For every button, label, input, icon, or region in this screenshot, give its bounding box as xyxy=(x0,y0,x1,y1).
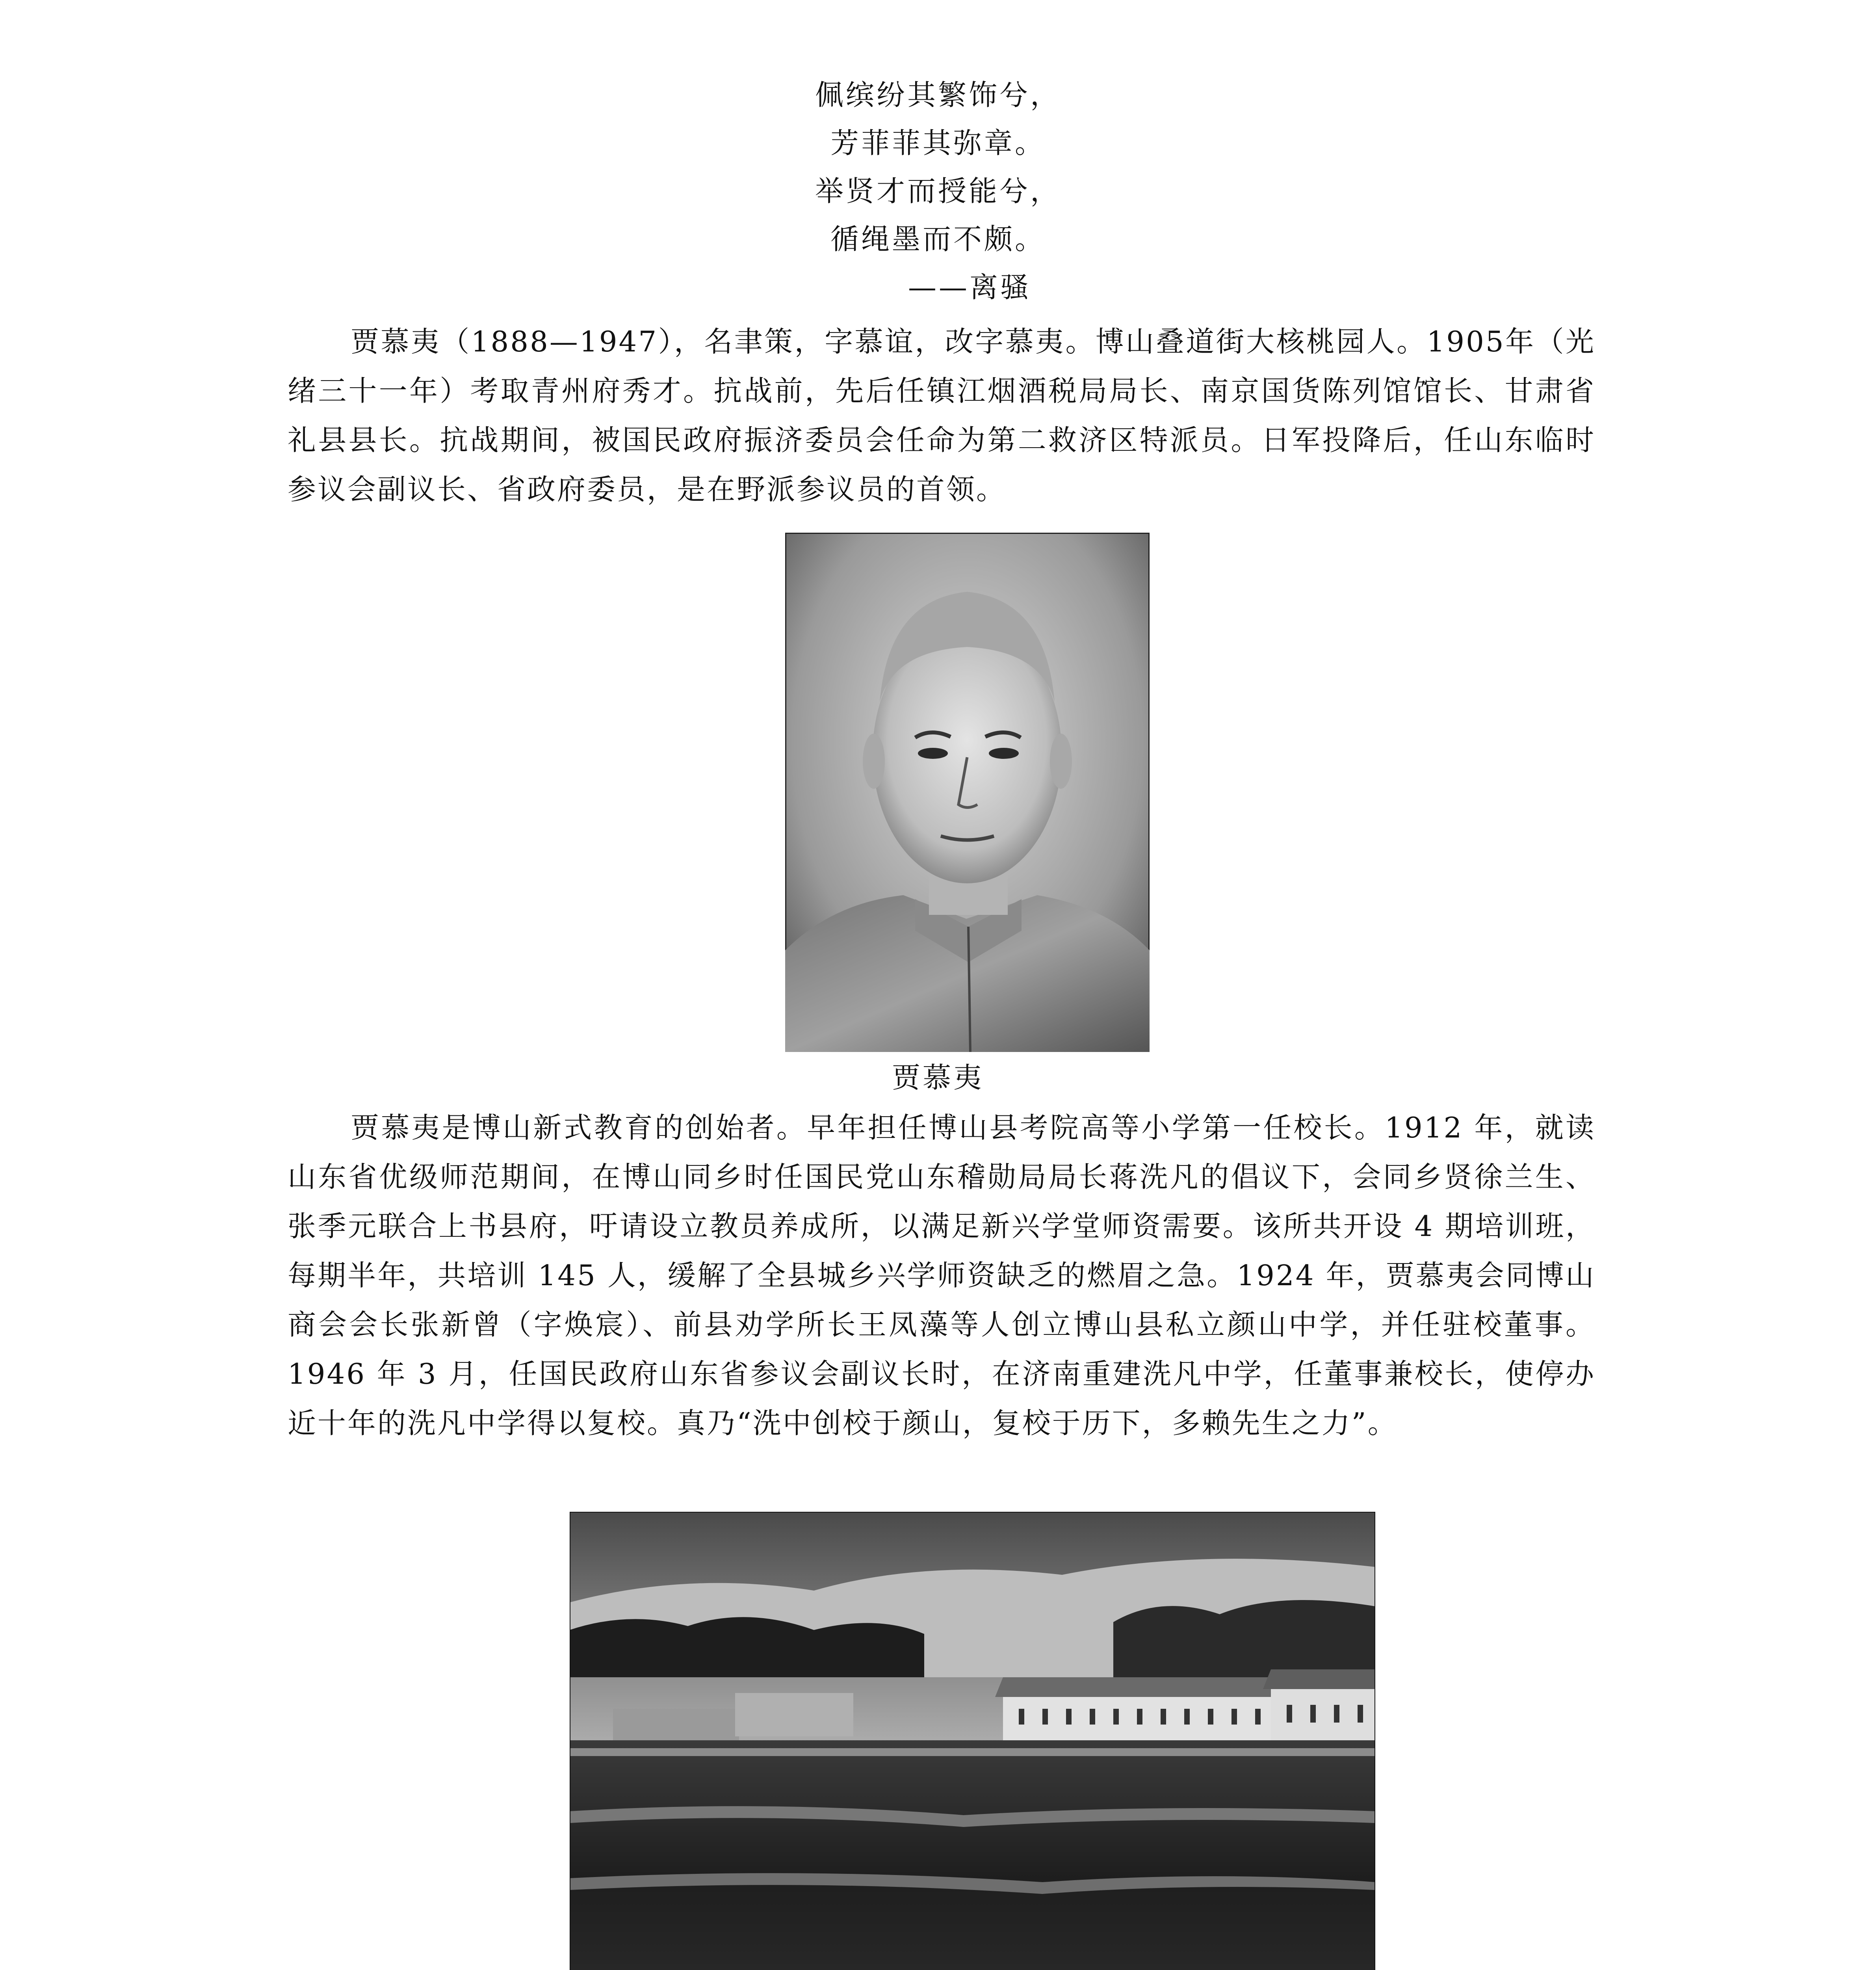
epigraph-poem xyxy=(0,71,1876,311)
poem-line: 佩缤纷其繁饰兮， xyxy=(815,78,1061,112)
poem-line: 循绳墨而不颇。 xyxy=(830,223,1046,256)
portrait-photo xyxy=(785,533,1150,1052)
poem-source: ——离骚 xyxy=(908,271,1031,304)
biography-paragraph: 贾慕夷（1888—1947），名聿策，字慕谊，改字慕夷。博山叠道街大核桃园人。1905年（光绪三十一年）考取青州府秀才。抗战前，先后任镇江烟酒税局局长、南京国货陈列馆馆长、甘肃省礼县县长。抗战期间，被国民政府振济委员会任命为第二救济区特派员。日军投降后，任山东临时参议会副议长、省政府委员，是在野派参议员的首领。 xyxy=(288,325,1596,506)
education-paragraph: 贾慕夷是博山新式教育的创始者。早年担任博山县考院高等小学第一任校长。1912 年，就读山东省优级师范期间，在博山同乡时任国民党山东稽勋局局长蒋洗凡的倡议下，会同乡贤徐兰生、张季元联合上书县府，吁请设立教员养成所，以满足新兴学堂师资需要。该所共开设 4 期培训班，每期半年，共培训 145 人，缓解了全县城乡兴学师资缺乏的燃眉之急。1924 年，贾慕夷会同博山商会会长张新曾（字焕宸）、前县劝学所长王凤藻等人创立博山县私立颜山中学，并任驻校董事。1946 年 3 月，任国民政府山东省参议会副议长时，在济南重建洗凡中学，任董事兼校长，使停办近十年的洗凡中学得以复校。真乃“洗中创校于颜山，复校于历下，多赖先生之力”。 xyxy=(288,1111,1596,1440)
poem-line: 芳菲菲其弥章。 xyxy=(830,126,1046,160)
school-photo xyxy=(570,1512,1375,1970)
portrait-caption: 贾慕夷 xyxy=(892,1061,984,1094)
poem-line: 举贤才而授能兮， xyxy=(815,175,1061,208)
